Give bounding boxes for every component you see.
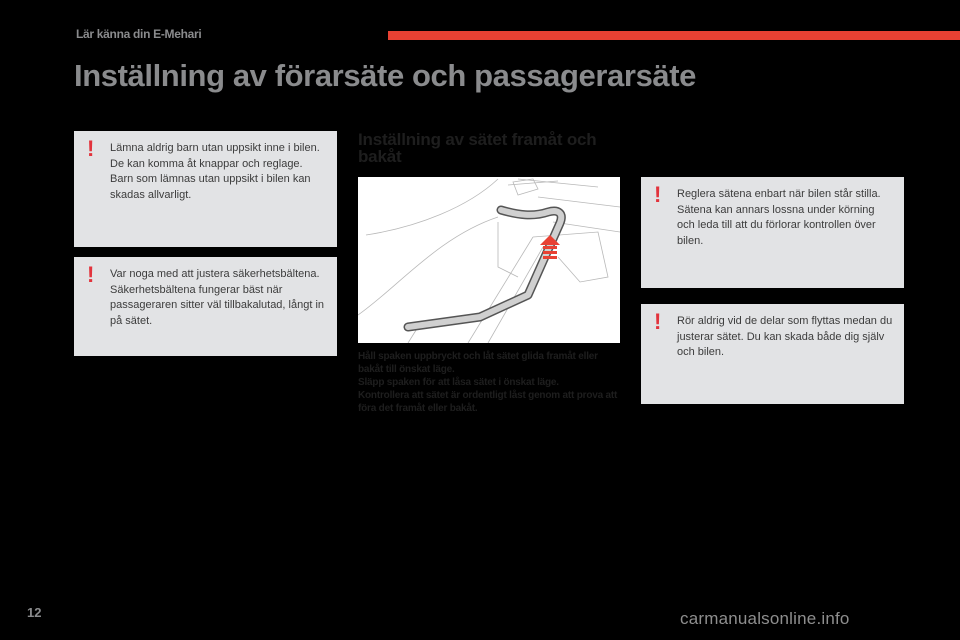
caption-line: Håll spaken uppbryckt och låt sätet glida framåt eller bakåt till önskat läge. xyxy=(358,351,598,375)
section-label: Lär känna din E-Mehari xyxy=(76,27,202,41)
seat-lever-illustration xyxy=(358,177,620,343)
warning-text: Säkerhetsbältena fungerar bäst när passageraren sitter väl tillbakalutad, långt in på sätet. xyxy=(110,283,325,327)
warning-text: Reglera sätena enbart när bilen står stilla. Sätena kan annars lossna under körning och leda till att du förlorar kontrollen över bilen. xyxy=(677,188,881,247)
header-accent-bar xyxy=(388,31,960,40)
caption-line: Släpp spaken för att låsa sätet i önskat läge. xyxy=(358,377,559,388)
warning-text: Var noga med att justera säkerhetsbältena. xyxy=(110,268,320,280)
warning-text: Barn som lämnas utan uppsikt i bilen kan skadas allvarligt. xyxy=(110,173,311,201)
warning-box-seatbelts xyxy=(74,257,337,356)
warning-box-moving-parts xyxy=(641,304,904,404)
watermark-link[interactable]: carmanualsonline.info xyxy=(680,609,850,628)
exclamation-icon: ! xyxy=(654,182,662,207)
page-number: 12 xyxy=(27,605,42,620)
page-title: Inställning av förarsäte och passagerarsäte xyxy=(74,58,697,93)
warning-box-stationary xyxy=(641,177,904,288)
exclamation-icon: ! xyxy=(654,309,662,334)
warning-box-children xyxy=(74,131,337,247)
exclamation-icon: ! xyxy=(87,136,95,161)
warning-text: Rör aldrig vid de delar som flyttas medan du justerar sätet. Du kan skada både dig själv och bilen. xyxy=(677,315,893,358)
exclamation-icon: ! xyxy=(87,262,95,287)
warning-text: Lämna aldrig barn utan uppsikt inne i bilen. xyxy=(110,142,320,154)
caption-line: Kontrollera att sätet är ordentligt låst genom att prova att föra det framåt eller bakåt. xyxy=(358,390,618,414)
figure-caption xyxy=(358,350,622,415)
warning-text: De kan komma åt knappar och reglage. xyxy=(110,157,303,170)
section-subtitle: Inställning av sätet framåt och bakåt xyxy=(358,130,597,166)
